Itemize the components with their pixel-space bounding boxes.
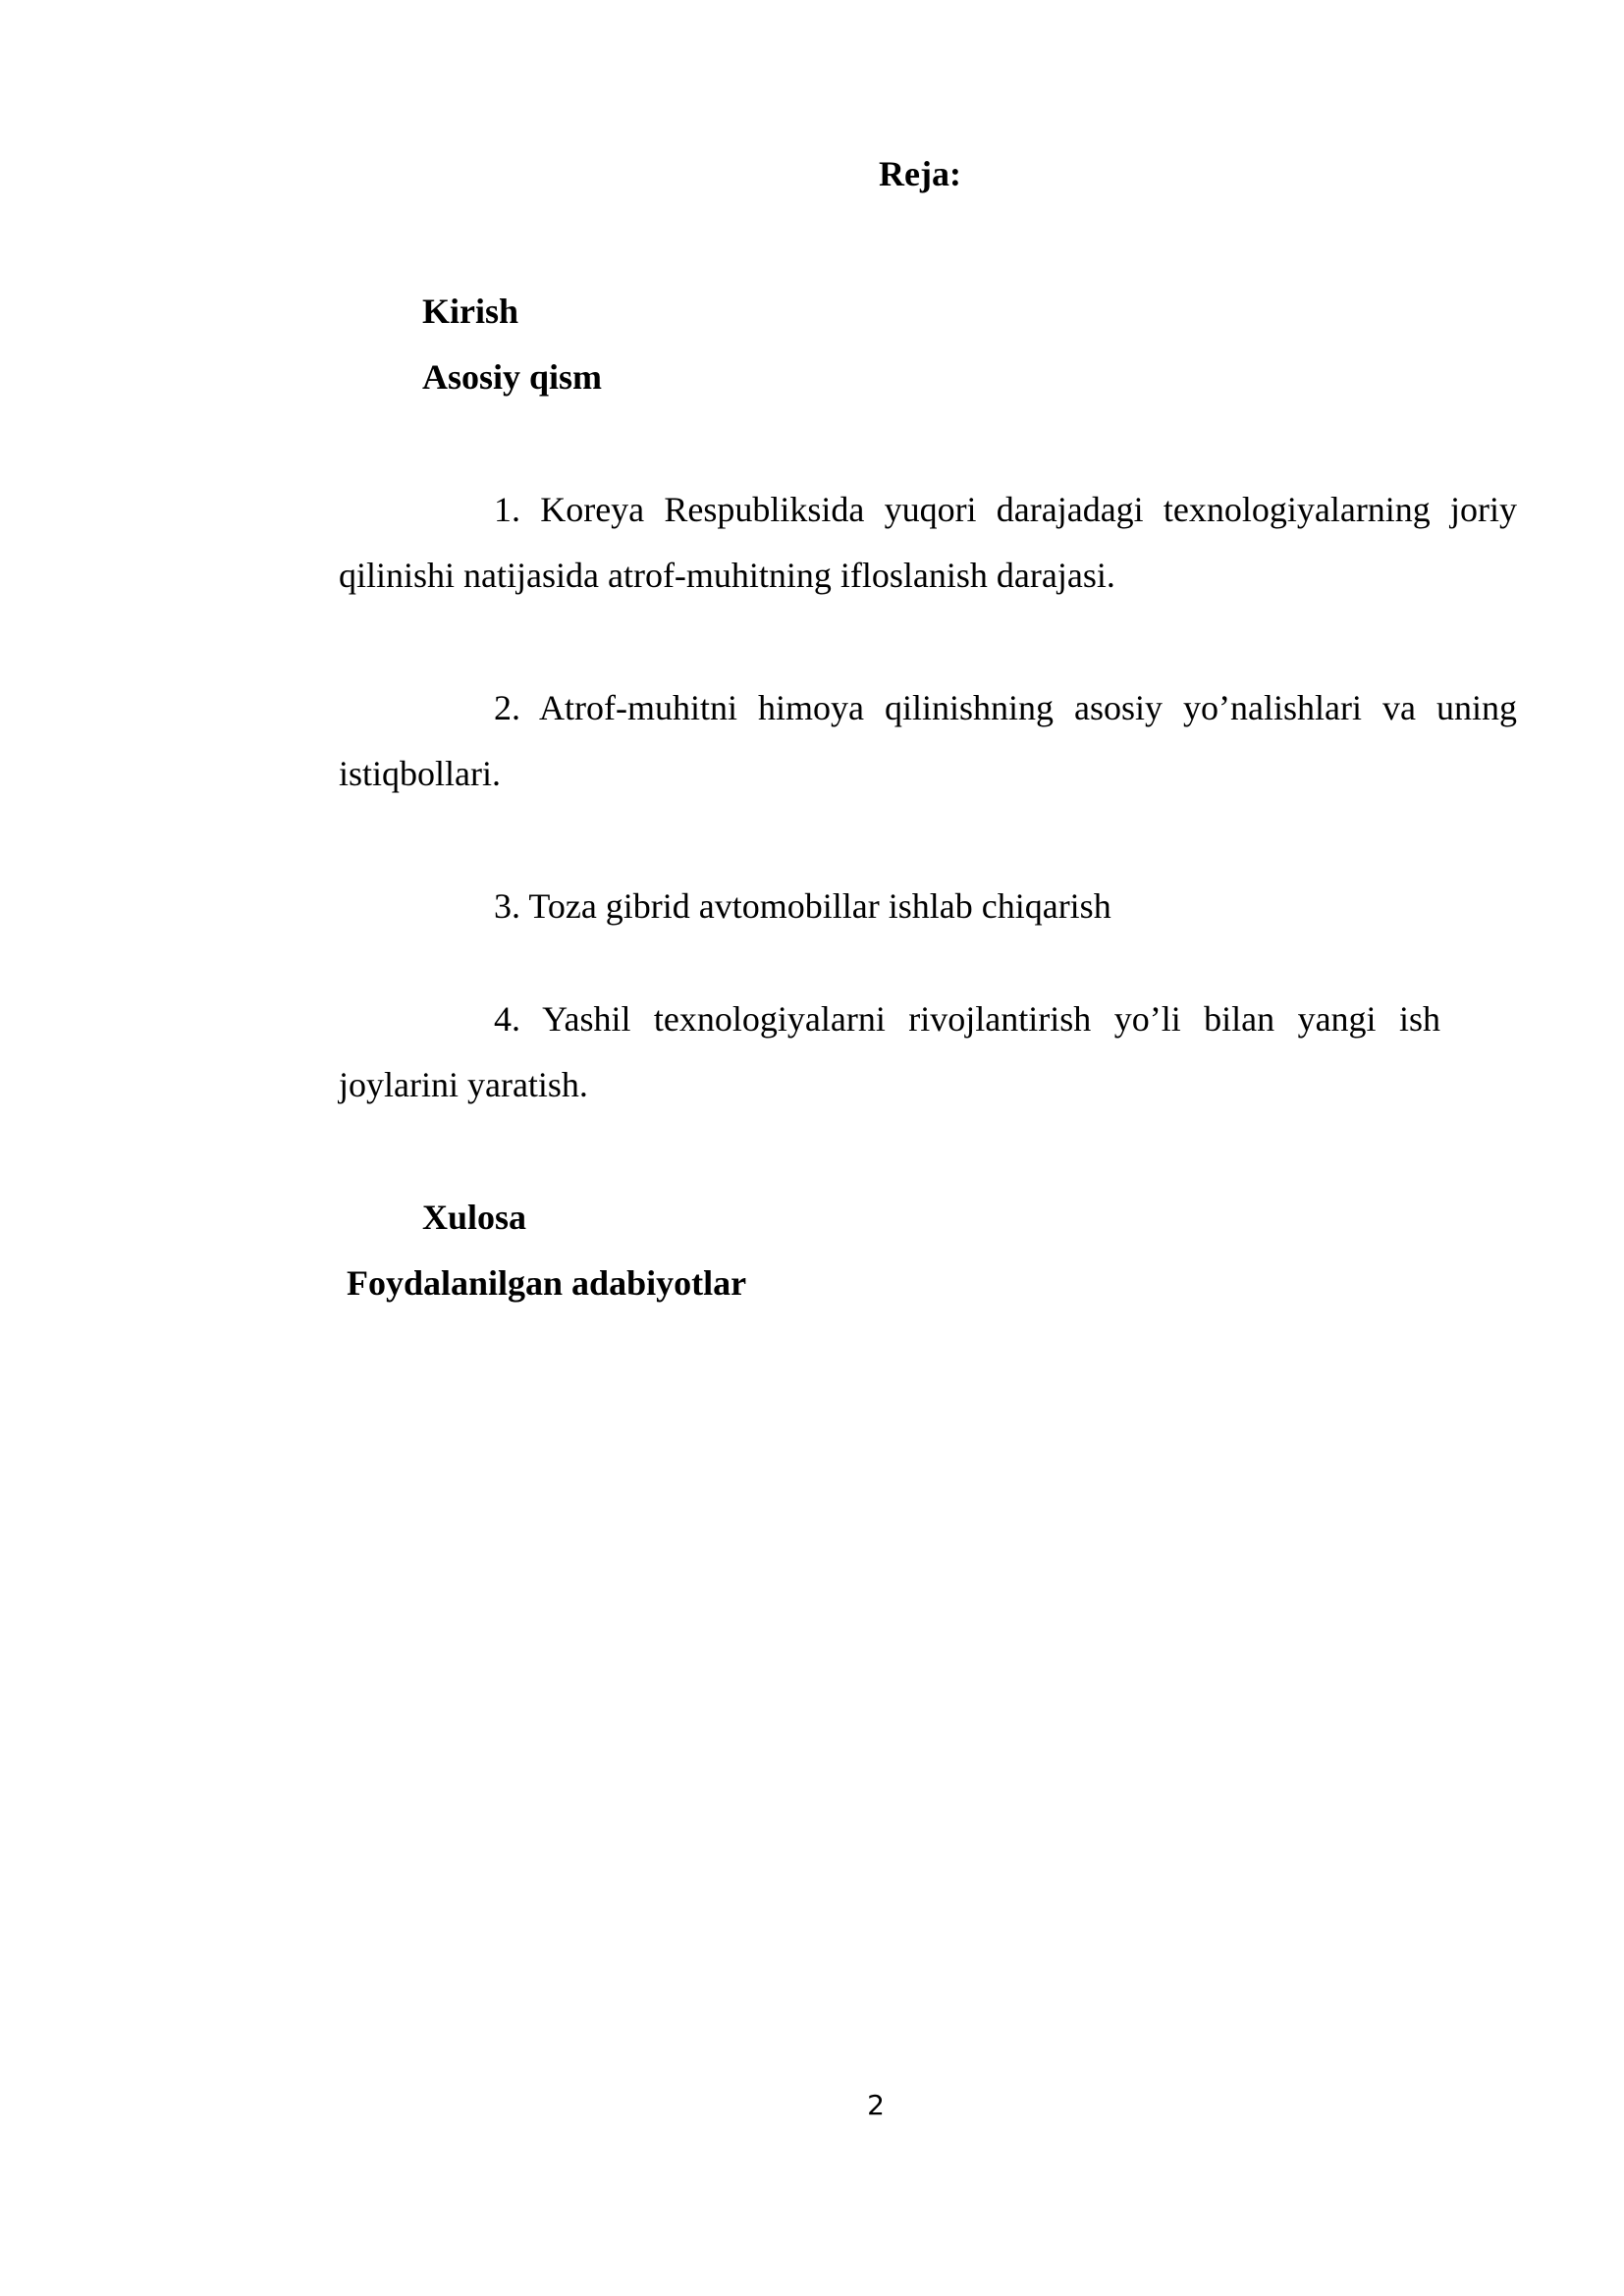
plan-item-number: 2.	[494, 688, 520, 727]
page-title: Reja:	[879, 154, 961, 193]
plan-item-1	[339, 477, 1517, 609]
plan-item-text: Atrof-muhitni himoya qilinishning asosiy yo’nalishlari va uning istiqbollari.	[339, 688, 1518, 793]
conclusion-heading: Xulosa	[422, 1198, 527, 1237]
intro-heading: Kirish	[422, 292, 519, 331]
plan-item-number: 1.	[494, 490, 520, 529]
page-number: 2	[867, 2089, 885, 2121]
plan-item-4	[339, 987, 1440, 1118]
main-part-heading: Asosiy qism	[422, 357, 603, 397]
plan-item-text: Koreya Respubliksida yuqori darajadagi texnologiyalarning joriy qilinishi natijasida atrof-muhitning ifloslanish darajasi.	[339, 490, 1518, 595]
plan-item-text: Toza gibrid avtomobillar ishlab chiqarish	[528, 886, 1111, 926]
references-heading: Foydalanilgan adabiyotlar	[347, 1263, 747, 1303]
plan-item-2	[339, 675, 1517, 807]
plan-item-number: 3.	[494, 886, 520, 926]
plan-item-number: 4.	[494, 999, 520, 1039]
plan-item-text: Yashil texnologiyalarni rivojlantirish yo’li bilan yangi ish joylarini yaratish.	[339, 999, 1440, 1104]
plan-item-3	[339, 874, 1517, 939]
